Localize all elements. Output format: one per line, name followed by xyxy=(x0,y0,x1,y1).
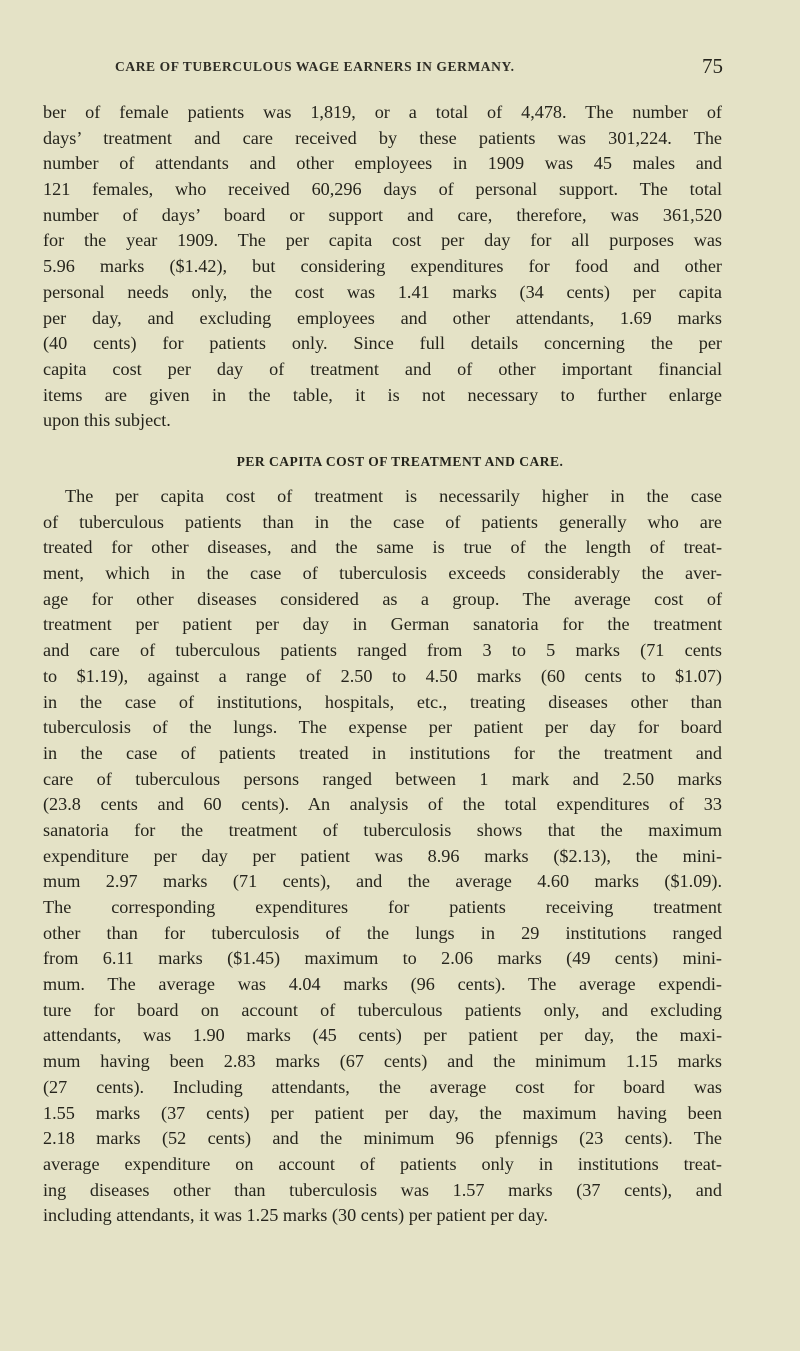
text-line: items are given in the table, it is not necessary to further enlarge xyxy=(43,384,722,405)
text-line: for the year 1909. The per capita cost per day for all purposes was xyxy=(43,230,722,251)
text-line: The corresponding expenditures for patients receiving treatment xyxy=(43,897,722,917)
text-line: 2.18 marks (52 cents) and the minimum 96 pfennigs (23 cents). The xyxy=(43,1128,722,1149)
text-line: treatment per patient per day in German sanatoria for the treatment xyxy=(43,614,722,635)
page-number: 75 xyxy=(702,54,723,78)
text-line: 121 females, who received 60,296 days of personal support. The total xyxy=(43,179,722,200)
running-title: CARE OF TUBERCULOUS WAGE EARNERS IN GERMANY. xyxy=(115,59,515,74)
text-line: number of attendants and other employees in 1909 was 45 males and xyxy=(43,153,722,174)
text-line: 5.96 marks ($1.42), but considering expenditures for food and other xyxy=(43,256,722,277)
paragraph-1 xyxy=(43,100,722,434)
text-line: ture for board on account of tuberculous patients only, and excluding xyxy=(43,999,722,1020)
text-line: (27 cents). Including attendants, the average cost for board was xyxy=(43,1076,722,1097)
text-line: in the case of institutions, hospitals, etc., treating diseases other than xyxy=(43,691,722,712)
text-line: care of tuberculous persons ranged between 1 mark and 2.50 marks xyxy=(43,768,722,789)
text-line: upon this subject. xyxy=(43,410,171,431)
text-line: mum. The average was 4.04 marks (96 cents). The average expendi- xyxy=(43,974,722,995)
text-line: attendants, was 1.90 marks (45 cents) per patient per day, the maxi- xyxy=(43,1025,722,1046)
text-line: 1.55 marks (37 cents) per patient per day, the maximum having been xyxy=(43,1102,722,1123)
text-line: mum having been 2.83 marks (67 cents) and the minimum 1.15 marks xyxy=(43,1051,722,1072)
text-line: from 6.11 marks ($1.45) maximum to 2.06 marks (49 cents) mini- xyxy=(43,948,722,969)
text-line: of tuberculous patients than in the case of patients generally who are xyxy=(43,511,722,532)
text-line: expenditure per day per patient was 8.96 marks ($2.13), the mini- xyxy=(43,845,722,866)
text-line: to $1.19), against a range of 2.50 to 4.50 marks (60 cents to $1.07) xyxy=(43,665,722,686)
text-line: number of days’ board or support and care, therefore, was 361,520 xyxy=(43,204,722,225)
text-line: sanatoria for the treatment of tuberculosis shows that the maximum xyxy=(43,819,722,840)
text-line: in the case of patients treated in institutions for the treatment and xyxy=(43,742,722,763)
text-line: capita cost per day of treatment and of other important financial xyxy=(43,358,722,379)
text-line: (40 cents) for patients only. Since full details concerning the per xyxy=(43,333,722,354)
text-line: age for other diseases considered as a group. The average cost of xyxy=(43,588,722,609)
text-line: and care of tuberculous patients ranged from 3 to 5 marks (71 cents xyxy=(43,640,722,661)
text-line: other than for tuberculosis of the lungs in 29 institutions ranged xyxy=(43,922,722,943)
running-header xyxy=(115,54,723,79)
text-line: treated for other diseases, and the same is true of the length of treat- xyxy=(43,537,722,558)
text-line: ment, which in the case of tuberculosis exceeds considerably the aver- xyxy=(43,563,722,584)
text-line: average expenditure on account of patients only in institutions treat- xyxy=(43,1153,722,1174)
text-line: per day, and excluding employees and other attendants, 1.69 marks xyxy=(43,307,722,328)
text-line: ber of female patients was 1,819, or a total of 4,478. The number of xyxy=(43,102,722,122)
text-line: ing diseases other than tuberculosis was 1.57 marks (37 cents), and xyxy=(43,1179,722,1200)
text-line: mum 2.97 marks (71 cents), and the average 4.60 marks ($1.09). xyxy=(43,871,722,892)
section-heading: PER CAPITA COST OF TREATMENT AND CARE. xyxy=(236,454,564,469)
text-line: (23.8 cents and 60 cents). An analysis of the total expenditures of 33 xyxy=(43,794,722,815)
text-line: including attendants, it was 1.25 marks (30 cents) per patient per day. xyxy=(43,1205,548,1226)
text-line: days’ treatment and care received by these patients was 301,224. The xyxy=(43,127,722,148)
text-line: personal needs only, the cost was 1.41 marks (34 cents) per capita xyxy=(43,281,722,302)
text-line: The per capita cost of treatment is necessarily higher in the case xyxy=(65,486,722,506)
paragraph-2 xyxy=(43,484,722,1229)
text-line: tuberculosis of the lungs. The expense per patient per day for board xyxy=(43,717,722,738)
